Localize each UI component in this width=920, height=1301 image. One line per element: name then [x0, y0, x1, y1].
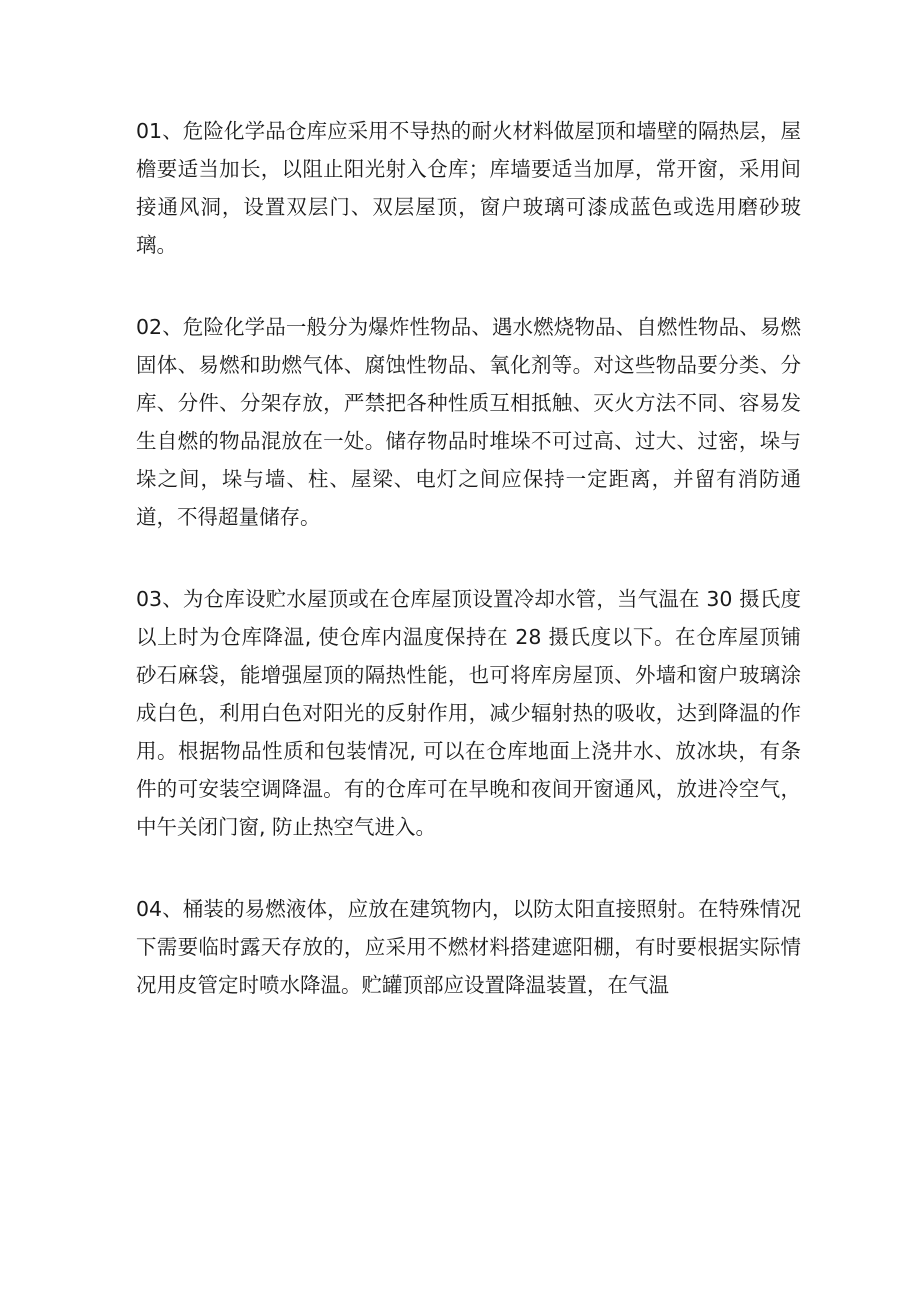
- paragraph-01: 01、危险化学品仓库应采用不导热的耐火材料做屋顶和墙壁的隔热层，屋檐要适当加长，以阻止阳光射入仓库；库墙要适当加厚，常开窗，采用间接通风洞，设置双层门、双层屋顶，窗户玻璃可漆成蓝色或选用磨砂玻璃。: [136, 119, 801, 257]
- document-body: [136, 112, 801, 1048]
- paragraph-03: 03、为仓库设贮水屋顶或在仓库屋顶设置冷却水管，当气温在 30 摄氏度以上时为仓库降温, 使仓库内温度保持在 28 摄氏度以下。在仓库屋顶铺砂石麻袋，能增强屋顶的隔热性能，也可将库房屋顶、外墙和窗户玻璃涂成白色，利用白色对阳光的反射作用，减少辐射热的吸收，达到降温的作用。根据物品性质和包装情况, 可以在仓库地面上浇井水、放冰块，有条件的可安装空调降温。有的仓库可在早晚和夜间开窗通风，放进冷空气，中午关闭门窗, 防止热空气进入。: [136, 587, 801, 839]
- paragraph-02: 02、危险化学品一般分为爆炸性物品、遇水燃烧物品、自燃性物品、易燃固体、易燃和助燃气体、腐蚀性物品、氧化剂等。对这些物品要分类、分库、分件、分架存放，严禁把各种性质互相抵触、灭火方法不同、容易发生自燃的物品混放在一处。储存物品时堆垛不可过高、过大、过密，垛与垛之间，垛与墙、柱、屋梁、电灯之间应保持一定距离，并留有消防通道，不得超量储存。: [136, 315, 801, 529]
- paragraph-04: 04、桶装的易燃液体，应放在建筑物内，以防太阳直接照射。在特殊情况下需要临时露天存放的，应采用不燃材料搭建遮阳棚，有时要根据实际情况用皮管定时喷水降温。贮罐顶部应设置降温装置，在气温: [136, 897, 801, 997]
